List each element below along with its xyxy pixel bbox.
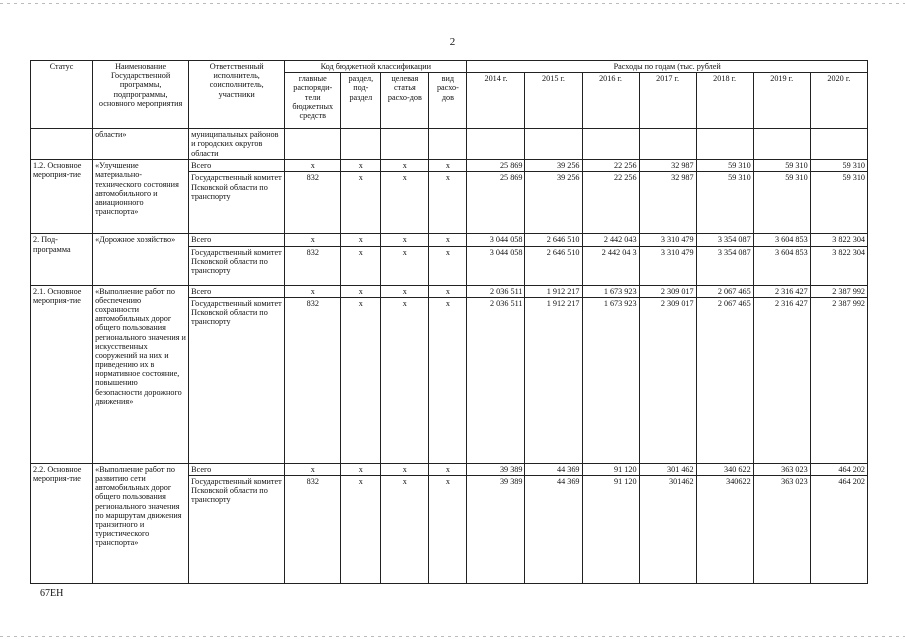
row-code: х <box>341 234 381 246</box>
row-value: 32 987 <box>639 172 696 234</box>
scan-edge-top <box>0 3 905 4</box>
row-name: «Улучшение материально-технического состояния автомобильного и авиационного транспорта» <box>93 160 189 234</box>
header-year-2017: 2017 г. <box>639 73 696 129</box>
row-value: 91 120 <box>582 475 639 583</box>
row-name: «Выполнение работ по обеспечению сохранности автомобильных дорог общего пользования регионального значения и искусственных сооружений на них и приведению их в нормативное состояние, повышению безопасности дорожного движения» <box>93 285 189 463</box>
row-code: 832 <box>285 297 341 463</box>
row-status: 2.2. Основное мероприя-тие <box>31 463 93 583</box>
page-number: 2 <box>449 36 456 48</box>
row-code: х <box>429 234 467 246</box>
row-responsible: Государственный комитет Псковской области по транспорту <box>189 297 285 463</box>
row-value: 2 067 465 <box>696 285 753 297</box>
row-value: 44 369 <box>525 463 582 475</box>
row-value: 2 442 04 3 <box>582 246 639 285</box>
row-code: х <box>285 234 341 246</box>
row-value: 59 310 <box>810 172 867 234</box>
header-status: Статус <box>31 61 93 129</box>
row-code: х <box>341 246 381 285</box>
row-value: 59 310 <box>696 160 753 172</box>
header-code-chief: главные распоряди-тели бюджетных средств <box>285 73 341 129</box>
row-value: 59 310 <box>810 160 867 172</box>
row-value: 1 912 217 <box>525 297 582 463</box>
row-value: 3 822 304 <box>810 234 867 246</box>
row-value: 340622 <box>696 475 753 583</box>
row-responsible: Государственный комитет Псковской области по транспорту <box>189 172 285 234</box>
row-code: х <box>381 172 429 234</box>
row-value: 2 646 510 <box>525 246 582 285</box>
row-code: х <box>285 160 341 172</box>
row-value: 2 316 427 <box>753 297 810 463</box>
row-value: 3 604 853 <box>753 234 810 246</box>
row-value: 363 023 <box>753 475 810 583</box>
row-code: х <box>429 475 467 583</box>
row-value: 2 442 043 <box>582 234 639 246</box>
row-value: 3 310 479 <box>639 234 696 246</box>
row-code: 832 <box>285 172 341 234</box>
row-code: х <box>429 172 467 234</box>
row-code: х <box>381 475 429 583</box>
row-code: х <box>341 463 381 475</box>
row-code: х <box>429 246 467 285</box>
row-value: 22 256 <box>582 160 639 172</box>
row-status: 2.1. Основное мероприя-тие <box>31 285 93 463</box>
continuation-responsible: муниципальных районов и городских округов области <box>189 129 285 160</box>
row-name: «Дорожное хозяйство» <box>93 234 189 285</box>
row-value: 25 869 <box>467 160 525 172</box>
row-value: 25 869 <box>467 172 525 234</box>
row-code: х <box>429 297 467 463</box>
row-value: 39 256 <box>525 172 582 234</box>
row-value: 2 646 510 <box>525 234 582 246</box>
row-value: 464 202 <box>810 475 867 583</box>
row-value: 2 387 992 <box>810 297 867 463</box>
scan-edge-bottom <box>0 636 905 637</box>
row-code: х <box>429 463 467 475</box>
row-responsible: Всего <box>189 160 285 172</box>
table-row <box>31 234 868 246</box>
row-responsible: Всего <box>189 285 285 297</box>
row-value: 2 309 017 <box>639 297 696 463</box>
row-value: 301 462 <box>639 463 696 475</box>
budget-table <box>30 60 868 584</box>
row-name: «Выполнение работ по развитию сети автомобильных дорог общего пользования регионального значения по маршрутам движения транзитного и туристического транспорта» <box>93 463 189 583</box>
header-year-2018: 2018 г. <box>696 73 753 129</box>
row-value: 2 309 017 <box>639 285 696 297</box>
table-body <box>31 129 868 584</box>
row-value: 3 044 058 <box>467 246 525 285</box>
row-responsible: Всего <box>189 234 285 246</box>
row-code: х <box>341 297 381 463</box>
row-code: х <box>429 285 467 297</box>
row-value: 59 310 <box>753 160 810 172</box>
row-code: 832 <box>285 475 341 583</box>
row-value: 3 310 479 <box>639 246 696 285</box>
row-responsible: Государственный комитет Псковской области по транспорту <box>189 475 285 583</box>
header-year-2016: 2016 г. <box>582 73 639 129</box>
document-code: 67EH <box>40 588 64 599</box>
row-code: х <box>429 160 467 172</box>
row-code: х <box>381 463 429 475</box>
row-value: 39 389 <box>467 475 525 583</box>
header-year-2019: 2019 г. <box>753 73 810 129</box>
header-code-target: целевая статья расхо-дов <box>381 73 429 129</box>
row-value: 39 389 <box>467 463 525 475</box>
row-value: 363 023 <box>753 463 810 475</box>
row-value: 1 673 923 <box>582 285 639 297</box>
row-code: х <box>341 285 381 297</box>
row-value: 2 067 465 <box>696 297 753 463</box>
row-value: 1 673 923 <box>582 297 639 463</box>
row-value: 59 310 <box>696 172 753 234</box>
row-code: х <box>381 160 429 172</box>
row-value: 44 369 <box>525 475 582 583</box>
row-status: 2. Под-программа <box>31 234 93 285</box>
table-row <box>31 285 868 297</box>
row-code: х <box>381 234 429 246</box>
row-value: 1 912 217 <box>525 285 582 297</box>
header-year-2020: 2020 г. <box>810 73 867 129</box>
header-year-2014: 2014 г. <box>467 73 525 129</box>
continuation-status <box>31 129 93 160</box>
row-value: 301462 <box>639 475 696 583</box>
header-year-2015: 2015 г. <box>525 73 582 129</box>
row-value: 340 622 <box>696 463 753 475</box>
row-value: 59 310 <box>753 172 810 234</box>
header-code-section: раздел, под-раздел <box>341 73 381 129</box>
row-value: 39 256 <box>525 160 582 172</box>
row-status: 1.2. Основное мероприя-тие <box>31 160 93 234</box>
row-value: 32 987 <box>639 160 696 172</box>
header-responsible: Ответственный исполнитель, соисполнитель, участники <box>189 61 285 129</box>
row-code: х <box>381 246 429 285</box>
row-value: 2 036 511 <box>467 285 525 297</box>
table-row <box>31 160 868 172</box>
table-header <box>31 61 868 129</box>
header-expense-group: Расходы по годам (тыс. рублей <box>467 61 868 73</box>
row-value: 3 354 087 <box>696 234 753 246</box>
header-code-type: вид расхо-дов <box>429 73 467 129</box>
row-value: 2 316 427 <box>753 285 810 297</box>
row-code: х <box>341 172 381 234</box>
row-code: 832 <box>285 246 341 285</box>
row-value: 22 256 <box>582 172 639 234</box>
row-code: х <box>381 297 429 463</box>
row-value: 2 387 992 <box>810 285 867 297</box>
row-code: х <box>341 475 381 583</box>
continuation-row <box>31 129 868 160</box>
row-responsible: Государственный комитет Псковской области по транспорту <box>189 246 285 285</box>
row-value: 3 044 058 <box>467 234 525 246</box>
row-code: х <box>341 160 381 172</box>
row-code: х <box>285 285 341 297</box>
row-value: 3 354 087 <box>696 246 753 285</box>
header-code-group: Код бюджетной классификации <box>285 61 467 73</box>
row-value: 3 822 304 <box>810 246 867 285</box>
row-code: х <box>381 285 429 297</box>
row-code: х <box>285 463 341 475</box>
row-value: 91 120 <box>582 463 639 475</box>
row-responsible: Всего <box>189 463 285 475</box>
table-row <box>31 463 868 475</box>
row-value: 3 604 853 <box>753 246 810 285</box>
continuation-name: области» <box>93 129 189 160</box>
row-value: 464 202 <box>810 463 867 475</box>
row-value: 2 036 511 <box>467 297 525 463</box>
header-name: Наименование Государственной программы, подпрограммы, основного мероприятия <box>93 61 189 129</box>
